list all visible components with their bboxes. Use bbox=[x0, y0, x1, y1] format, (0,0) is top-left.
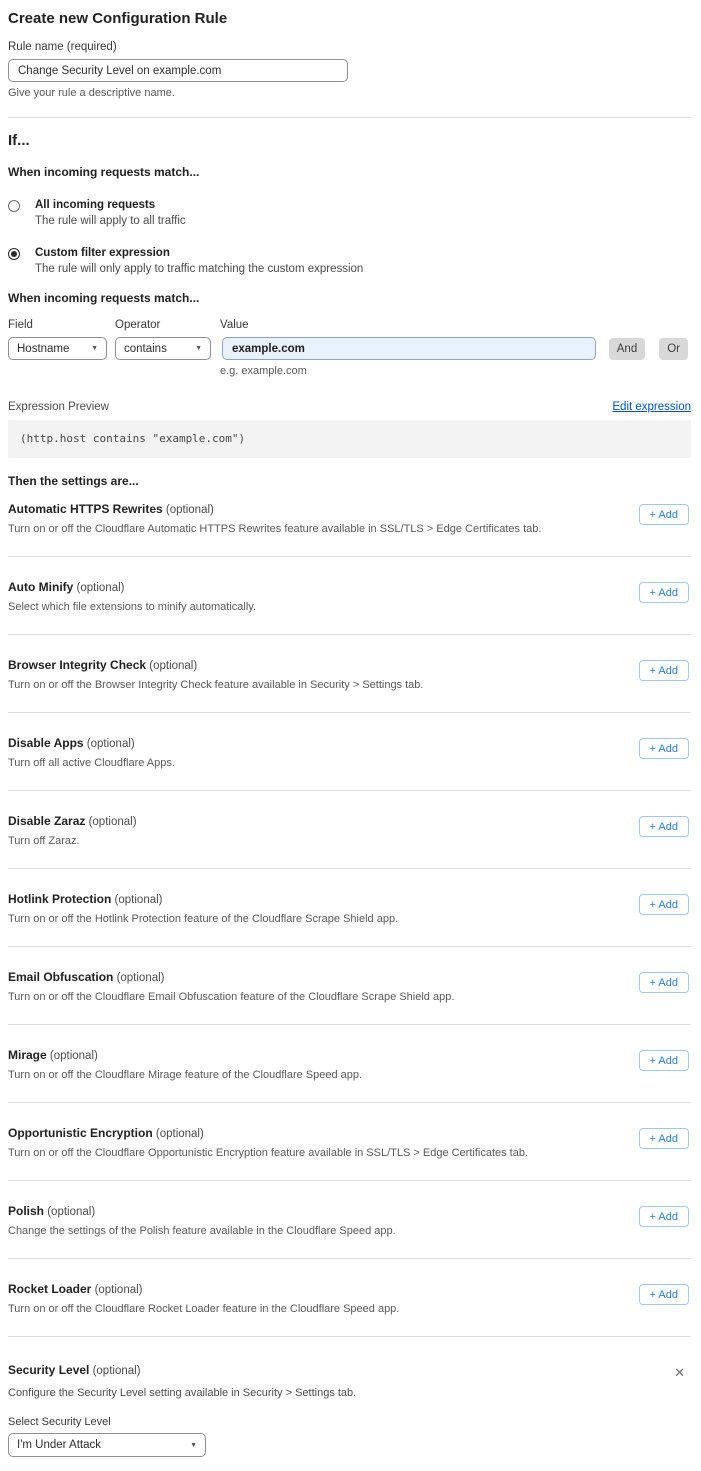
setting-optional: (optional) bbox=[88, 816, 137, 828]
setting-row bbox=[8, 635, 691, 713]
setting-description: Turn on or off the Cloudflare Opportunistic Encryption feature available in SSL/TLS > Edge Certificates tab. bbox=[8, 1147, 529, 1159]
add-button[interactable]: + Add bbox=[639, 1206, 689, 1227]
if-heading: If... bbox=[8, 132, 30, 149]
radio-unselected-icon[interactable] bbox=[8, 200, 20, 212]
setting-row bbox=[8, 1103, 691, 1181]
select-security-level-label: Select Security Level bbox=[8, 1416, 111, 1428]
chevron-down-icon: ▼ bbox=[195, 345, 202, 352]
add-button[interactable]: + Add bbox=[639, 894, 689, 915]
operator-select-value: contains bbox=[124, 342, 167, 355]
setting-description: Turn on or off the Cloudflare Mirage feature of the Cloudflare Speed app. bbox=[8, 1069, 363, 1081]
expression-builder-heading: When incoming requests match... bbox=[8, 291, 200, 305]
radio-description: The rule will only apply to traffic matching the custom expression bbox=[35, 263, 364, 275]
and-button[interactable]: And bbox=[609, 338, 645, 360]
value-helper: e.g. example.com bbox=[220, 365, 307, 377]
setting-description: Turn off Zaraz. bbox=[8, 835, 80, 847]
expression-preview-code: (http.host contains "example.com") bbox=[8, 420, 691, 458]
setting-name: Security Level bbox=[8, 1363, 90, 1377]
setting-section-security-level bbox=[8, 1337, 691, 1457]
setting-row bbox=[8, 1025, 691, 1103]
setting-name: Email Obfuscation bbox=[8, 970, 114, 984]
setting-name: Opportunistic Encryption bbox=[8, 1126, 153, 1140]
setting-description: Configure the Security Level setting available in Security > Settings tab. bbox=[8, 1387, 357, 1399]
add-button[interactable]: + Add bbox=[639, 816, 689, 837]
radio-label: All incoming requests bbox=[35, 199, 156, 211]
setting-name: Automatic HTTPS Rewrites bbox=[8, 502, 163, 516]
add-button[interactable]: + Add bbox=[639, 738, 689, 759]
setting-row bbox=[8, 791, 691, 869]
setting-description: Turn off all active Cloudflare Apps. bbox=[8, 757, 175, 769]
add-button[interactable]: + Add bbox=[639, 1128, 689, 1149]
setting-optional: (optional) bbox=[114, 894, 163, 906]
setting-description: Change the settings of the Polish feature available in the Cloudflare Speed app. bbox=[8, 1225, 396, 1237]
value-label: Value bbox=[220, 319, 249, 331]
chevron-down-icon: ▼ bbox=[190, 1441, 197, 1449]
field-select[interactable] bbox=[8, 337, 107, 360]
rule-name-helper: Give your rule a descriptive name. bbox=[8, 87, 175, 99]
setting-row bbox=[8, 557, 691, 635]
page-title: Create new Configuration Rule bbox=[8, 10, 228, 27]
operator-label: Operator bbox=[115, 319, 161, 331]
add-button[interactable]: + Add bbox=[639, 582, 689, 603]
setting-optional: (optional) bbox=[155, 1128, 204, 1140]
setting-name: Hotlink Protection bbox=[8, 892, 112, 906]
close-icon[interactable]: ✕ bbox=[674, 1365, 685, 1380]
setting-name: Disable Apps bbox=[8, 736, 84, 750]
setting-optional: (optional) bbox=[47, 1206, 96, 1218]
setting-optional: (optional) bbox=[116, 972, 165, 984]
setting-row bbox=[8, 1259, 691, 1337]
setting-name: Mirage bbox=[8, 1048, 47, 1062]
setting-name: Rocket Loader bbox=[8, 1282, 92, 1296]
setting-optional: (optional) bbox=[86, 738, 135, 750]
setting-optional: (optional) bbox=[49, 1050, 98, 1062]
field-select-value: Hostname bbox=[17, 342, 70, 355]
security-level-select-value: I'm Under Attack bbox=[17, 1439, 102, 1451]
setting-description: Turn on or off the Cloudflare Rocket Loader feature in the Cloudflare Speed app. bbox=[8, 1303, 400, 1315]
value-input[interactable] bbox=[222, 337, 596, 360]
setting-name: Auto Minify bbox=[8, 580, 74, 594]
setting-row bbox=[8, 947, 691, 1025]
add-button[interactable]: + Add bbox=[639, 504, 689, 525]
settings-list bbox=[8, 488, 691, 1337]
add-button[interactable]: + Add bbox=[639, 972, 689, 993]
add-button[interactable]: + Add bbox=[639, 1284, 689, 1305]
edit-expression-link[interactable]: Edit expression bbox=[612, 401, 691, 413]
setting-optional: (optional) bbox=[76, 582, 125, 594]
or-button[interactable]: Or bbox=[659, 338, 688, 360]
setting-row bbox=[8, 713, 691, 791]
operator-select[interactable] bbox=[115, 337, 211, 360]
setting-name: Polish bbox=[8, 1204, 45, 1218]
then-settings-heading: Then the settings are... bbox=[8, 474, 139, 488]
setting-name: Disable Zaraz bbox=[8, 814, 86, 828]
section-divider bbox=[8, 117, 691, 118]
radio-option-custom-filter-expression[interactable] bbox=[8, 247, 691, 275]
rule-name-label: Rule name (required) bbox=[8, 41, 117, 53]
setting-description: Select which file extensions to minify automatically. bbox=[8, 601, 257, 613]
setting-description: Turn on or off the Hotlink Protection feature of the Cloudflare Scrape Shield app. bbox=[8, 913, 399, 925]
add-button[interactable]: + Add bbox=[639, 1050, 689, 1071]
rule-name-input[interactable] bbox=[8, 59, 348, 82]
setting-row bbox=[8, 869, 691, 947]
add-button[interactable]: + Add bbox=[639, 660, 689, 681]
setting-optional: (optional) bbox=[165, 504, 214, 516]
field-label: Field bbox=[8, 319, 33, 331]
radio-description: The rule will apply to all traffic bbox=[35, 215, 186, 227]
setting-name: Browser Integrity Check bbox=[8, 658, 147, 672]
setting-optional: (optional) bbox=[92, 1365, 141, 1377]
match-type-radio-group bbox=[8, 199, 691, 275]
radio-option-all-incoming-requests[interactable] bbox=[8, 199, 691, 227]
setting-description: Turn on or off the Cloudflare Email Obfuscation feature of the Cloudflare Scrape Shield app. bbox=[8, 991, 455, 1003]
setting-optional: (optional) bbox=[94, 1284, 143, 1296]
setting-row bbox=[8, 1181, 691, 1259]
setting-row bbox=[8, 488, 691, 557]
chevron-down-icon: ▼ bbox=[91, 345, 98, 352]
expression-preview-label: Expression Preview bbox=[8, 401, 109, 413]
security-level-select[interactable] bbox=[8, 1433, 206, 1457]
incoming-requests-match-heading: When incoming requests match... bbox=[8, 165, 200, 179]
setting-description: Turn on or off the Cloudflare Automatic HTTPS Rewrites feature available in SSL/TLS > Edge Certificates tab. bbox=[8, 523, 542, 535]
radio-label: Custom filter expression bbox=[35, 247, 170, 259]
setting-optional: (optional) bbox=[149, 660, 198, 672]
radio-selected-icon[interactable] bbox=[8, 248, 20, 260]
setting-description: Turn on or off the Browser Integrity Check feature available in Security > Settings tab. bbox=[8, 679, 424, 691]
